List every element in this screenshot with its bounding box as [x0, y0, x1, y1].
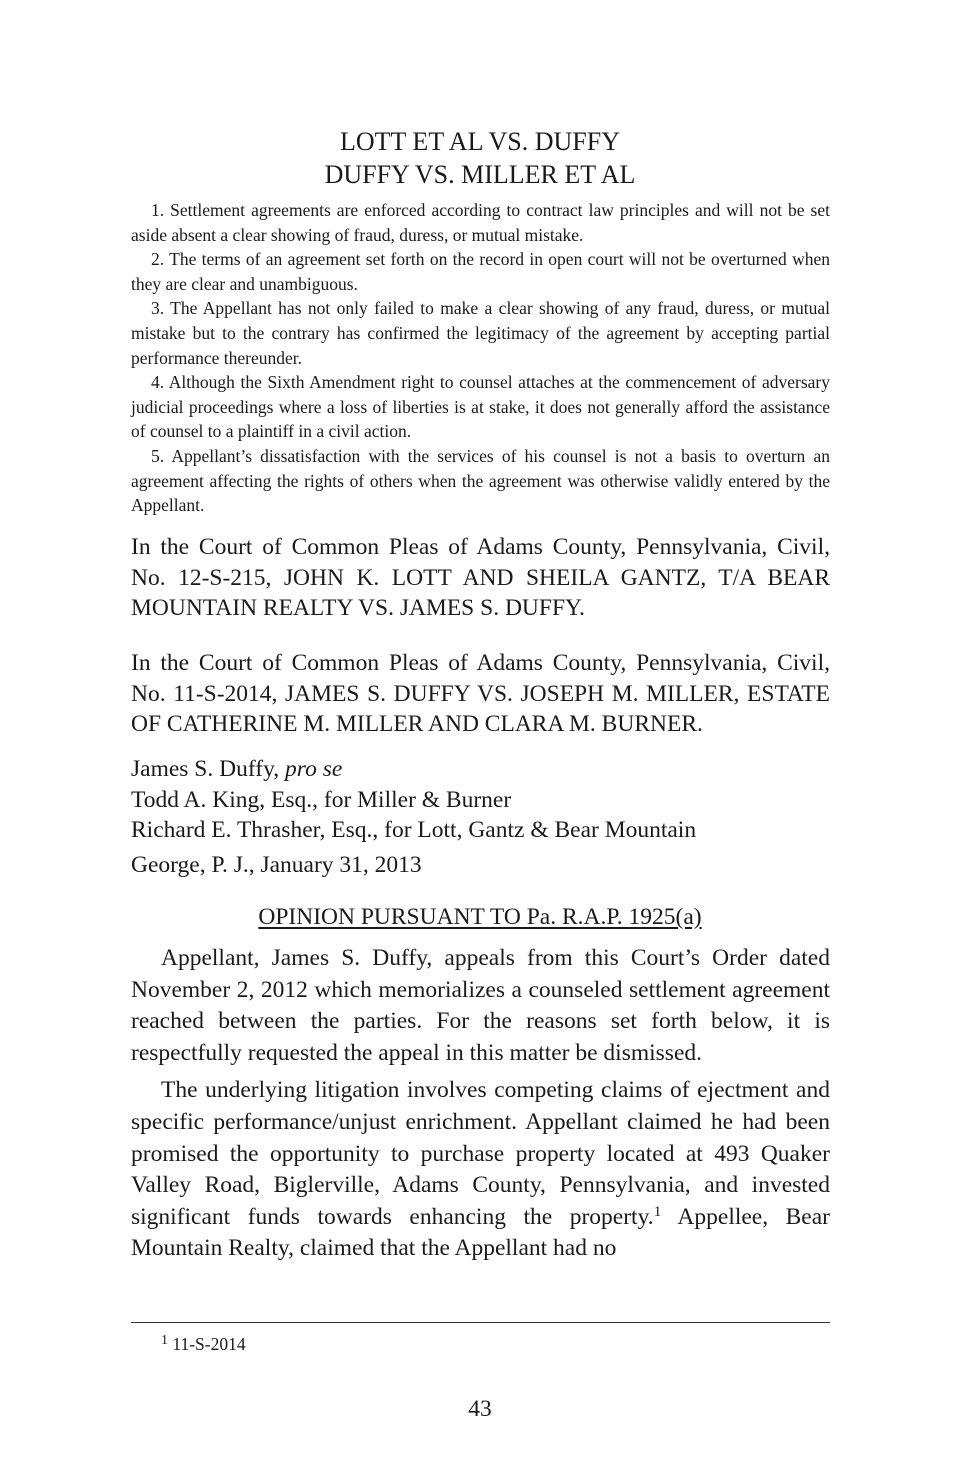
headnote: 3. The Appellant has not only failed to make a clear showing of any fraud, duress, or mutual mistake but to the contrary has confirmed the legitimacy of the agreement by accepting partial performance thereunder.	[131, 298, 830, 368]
court-citation-2	[131, 648, 830, 740]
page-number: 43	[468, 1396, 492, 1422]
opinion-heading: OPINION PURSUANT TO Pa. R.A.P. 1925(a)	[258, 904, 702, 930]
opinion-body	[131, 943, 830, 1271]
case-caption-line-2: DUFFY VS. MILLER ET AL	[324, 160, 636, 189]
counsel-duffy	[131, 754, 830, 785]
footnote-text: 11-S-2014	[168, 1334, 246, 1354]
body-paragraph-2-tail: Appellee, Bear Mountain Realty, claimed that the Appellant had no	[131, 1203, 830, 1262]
counsel-king: Todd A. King, Esq., for Miller & Burner	[131, 786, 512, 813]
court-citation-text: In the Court of Common Pleas of Adams County, Pennsylvania, Civil, No. 11-S-2014, JAMES S. DUFFY VS. JOSEPH M. MILLER, ESTATE OF CATHERINE M. MILLER AND CLARA M. BURNER.	[131, 650, 830, 737]
court-citation-1	[131, 532, 830, 624]
footnote-reference[interactable]: 1	[653, 1203, 662, 1220]
headnote: 4. Although the Sixth Amendment right to counsel attaches at the commencement of adversary judicial proceedings where a loss of liberties is at stake, it does not generally afford the assistance of counsel to a plaintiff in a civil action.	[131, 372, 830, 442]
case-caption-line-1: LOTT ET AL VS. DUFFY	[339, 127, 621, 156]
headnote: 5. Appellant’s dissatisfaction with the services of his counsel is not a basis to overturn an agreement affecting the rights of others when the agreement was otherwise validly entered by the Appellant.	[131, 445, 830, 516]
footnote	[131, 1332, 830, 1356]
body-paragraph-2	[131, 1075, 830, 1265]
court-citation-text: In the Court of Common Pleas of Adams County, Pennsylvania, Civil, No. 12-S-215, JOHN K. LOTT AND SHEILA GANTZ, T/A BEAR MOUNTAIN REALTY VS. JAMES S. DUFFY.	[131, 534, 830, 621]
body-paragraph-1: Appellant, James S. Duffy, appeals from this Court’s Order dated November 2, 2012 which memorializes a counseled settlement agreement reached between the parties. For the reasons set forth below, it is respectfully requested the appeal in this matter be dismissed.	[131, 945, 830, 1066]
footnote-divider	[131, 1322, 830, 1323]
counsel-list	[131, 754, 830, 846]
headnote: 2. The terms of an agreement set forth on the record in open court will not be overturned when they are clear and unambiguous.	[131, 249, 830, 294]
headnote: 1. Settlement agreements are enforced according to contract law principles and will not be set aside absent a clear showing of fraud, duress, or mutual mistake.	[131, 200, 830, 245]
counsel-duffy-name: James S. Duffy,	[131, 756, 286, 782]
counsel-duffy-role: pro se	[285, 756, 343, 782]
headnotes	[131, 198, 830, 518]
counsel-thrasher: Richard E. Thrasher, Esq., for Lott, Gantz & Bear Mountain	[131, 817, 697, 843]
judge-date-line: George, P. J., January 31, 2013	[131, 852, 422, 878]
footnote-marker: 1	[161, 1333, 168, 1348]
body-paragraph-2-main: The underlying litigation involves competing claims of ejectment and specific performance/unjust enrichment. Appellant claimed he had been promised the opportunity to purchase property located at 493 Quaker Valley Road, Biglerville, Adams County, Pennsylvania, and invested significant funds towards enhancing the property.	[131, 1077, 830, 1230]
